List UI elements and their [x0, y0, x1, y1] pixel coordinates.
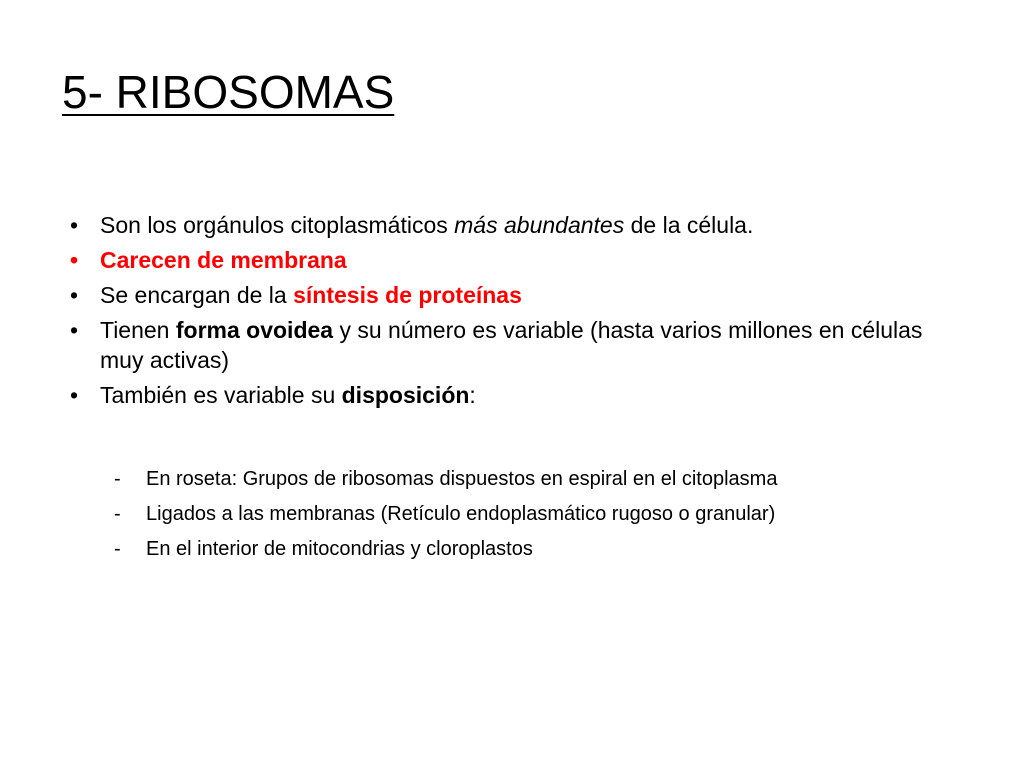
sub-marker: - [114, 538, 121, 560]
bullet-text: y su número es variable (hasta varios millones en células muy activas) [100, 317, 923, 373]
bullet-item-synthesis [62, 280, 962, 310]
bullet-item-disposition [62, 380, 962, 410]
sub-text: En roseta: Grupos de ribosomas dispuestos en espiral en el citoplasma [146, 468, 778, 490]
bullet-list [62, 210, 962, 415]
slide-title: 5- RIBOSOMAS [62, 66, 395, 118]
bullet-text: Tienen [100, 317, 176, 343]
bullet-text: : [469, 382, 476, 408]
bullet-highlight: Carecen de membrana [100, 247, 347, 273]
sub-item-rosette [110, 466, 990, 493]
bullet-text: También es variable su [100, 382, 342, 408]
sub-item-membranes [110, 501, 990, 528]
bullet-marker: • [70, 247, 79, 273]
bullet-marker: • [70, 382, 79, 408]
sub-text: Ligados a las membranas (Retículo endoplasmático rugoso o granular) [146, 503, 776, 525]
bullet-highlight: síntesis de proteínas [293, 282, 522, 308]
bullet-text: Se encargan de la [100, 282, 294, 308]
bullet-marker: • [70, 212, 79, 238]
bullet-text: Son los orgánulos citoplasmáticos [100, 212, 455, 238]
sub-marker: - [114, 503, 121, 525]
bullet-text: de la célula. [624, 212, 754, 238]
bullet-bold: forma ovoidea [175, 317, 334, 343]
bullet-bold: disposición [341, 382, 470, 408]
bullet-item-abundance [62, 210, 962, 240]
sub-item-organelles [110, 536, 990, 563]
bullet-item-shape [62, 315, 962, 375]
bullet-emphasis: más abundantes [454, 212, 625, 238]
sub-list [110, 466, 990, 571]
bullet-item-membrane [62, 245, 962, 275]
bullet-marker: • [70, 317, 79, 343]
sub-marker: - [114, 468, 121, 490]
bullet-marker: • [70, 282, 79, 308]
sub-text: En el interior de mitocondrias y cloroplastos [146, 538, 533, 560]
